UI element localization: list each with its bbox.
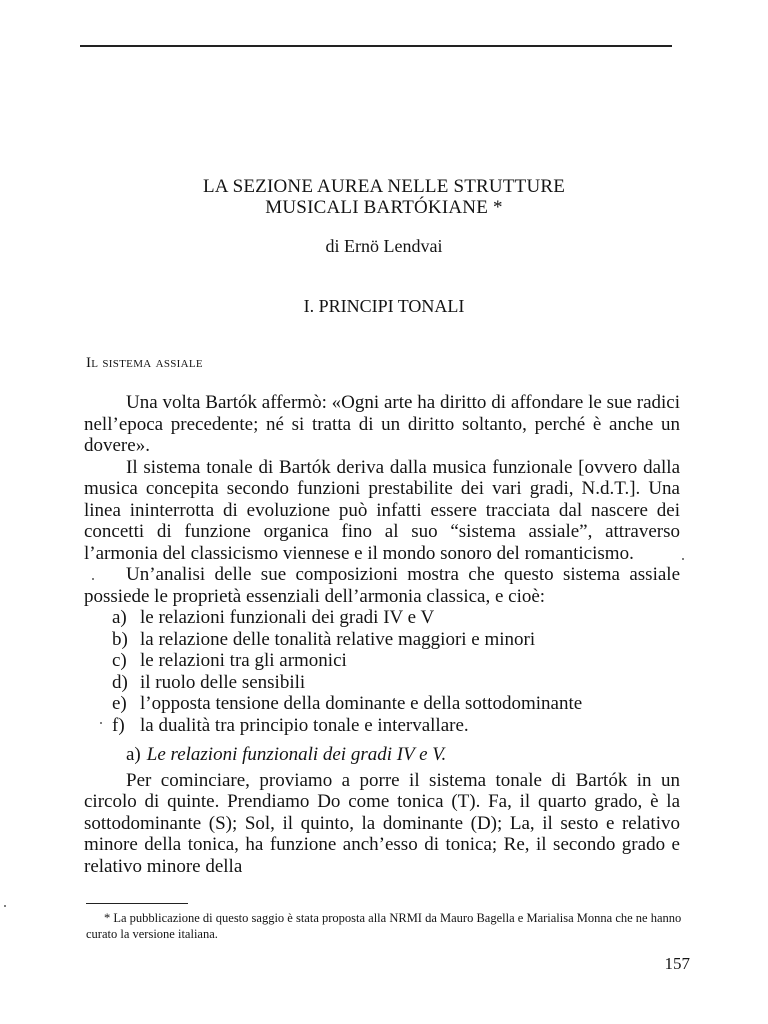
footnote: * La pubblicazione di questo saggio è stata proposta alla NRMI da Mauro Bagella e Marialisa Monna che ne hanno curato la versione italiana. <box>86 911 682 941</box>
list-item <box>112 693 680 715</box>
list-text: l’opposta tensione della dominante e della sottodominante <box>140 693 583 714</box>
list-text: la relazione delle tonalità relative maggiori e minori <box>140 628 536 650</box>
list-item <box>112 650 680 672</box>
list-marker: a) <box>112 607 127 628</box>
footnote-rule <box>86 903 188 904</box>
list-marker: e) <box>112 693 127 714</box>
list-item <box>112 629 680 651</box>
paragraph-3: Un’analisi delle sue composizioni mostra che questo sistema assiale possiede le proprietà essenziali dell’armonia classica, e cioè: <box>84 564 680 607</box>
list-text: le relazioni tra gli armonici <box>140 650 347 671</box>
properties-list <box>84 607 680 736</box>
subsection-heading: Il sistema assiale <box>86 355 203 371</box>
paragraph-1: Una volta Bartók affermò: «Ogni arte ha diritto di affondare le sue radici nell’epoca precedente; né si tratta di un diritto soltanto, perché è anche un dovere». <box>84 392 680 456</box>
list-marker: f) <box>112 714 125 736</box>
list-text: le relazioni funzionali dei gradi IV e V <box>140 607 435 628</box>
list-marker: d) <box>112 671 128 693</box>
list-item <box>112 715 680 737</box>
scan-speck <box>4 905 6 907</box>
top-rule <box>80 45 672 47</box>
scan-speck <box>100 722 102 724</box>
list-marker: b) <box>112 628 128 650</box>
author-byline: di Ernö Lendvai <box>325 236 443 256</box>
article-title-line-1: LA SEZIONE AUREA NELLE STRUTTURE <box>202 176 566 197</box>
list-item <box>112 607 680 629</box>
scan-speck <box>92 578 94 580</box>
list-text: la dualità tra principio tonale e intervallare. <box>140 714 469 736</box>
subheading-a-text: Le relazioni funzionali dei gradi IV e V. <box>146 744 447 765</box>
body-text <box>84 392 680 877</box>
article-title-line-2: MUSICALI BARTÓKIANE * <box>265 197 503 218</box>
subheading-a-label: a) <box>126 744 141 765</box>
subheading-a <box>84 744 680 766</box>
section-heading: I. PRINCIPI TONALI <box>303 296 465 316</box>
scan-speck <box>682 558 684 560</box>
page-number: 157 <box>664 954 690 973</box>
list-text: il ruolo delle sensibili <box>140 671 306 693</box>
paragraph-2: Il sistema tonale di Bartók deriva dalla musica funzionale [ovvero dalla musica concepita secondo funzioni prestabilite dei vari gradi, N.d.T.]. Una linea ininterrotta di evoluzione può infatti essere tracciata dal nascere dei concetti di funzione organica fino al suo “sistema assiale”, attraverso l’armonia del classicismo viennese e il mondo sonoro del romanticismo. <box>84 456 680 564</box>
paragraph-4: Per cominciare, proviamo a porre il sistema tonale di Bartók in un circolo di quinte. Prendiamo Do come tonica (T). Fa, il quarto grado, è la sottodominante (S); Sol, il quinto, la dominante (D); La, il sesto e relativo minore della tonica, ha funzione anch’esso di tonica; Re, il secondo grado e relativo minore della <box>84 769 680 877</box>
list-item <box>112 672 680 694</box>
list-marker: c) <box>112 650 127 671</box>
